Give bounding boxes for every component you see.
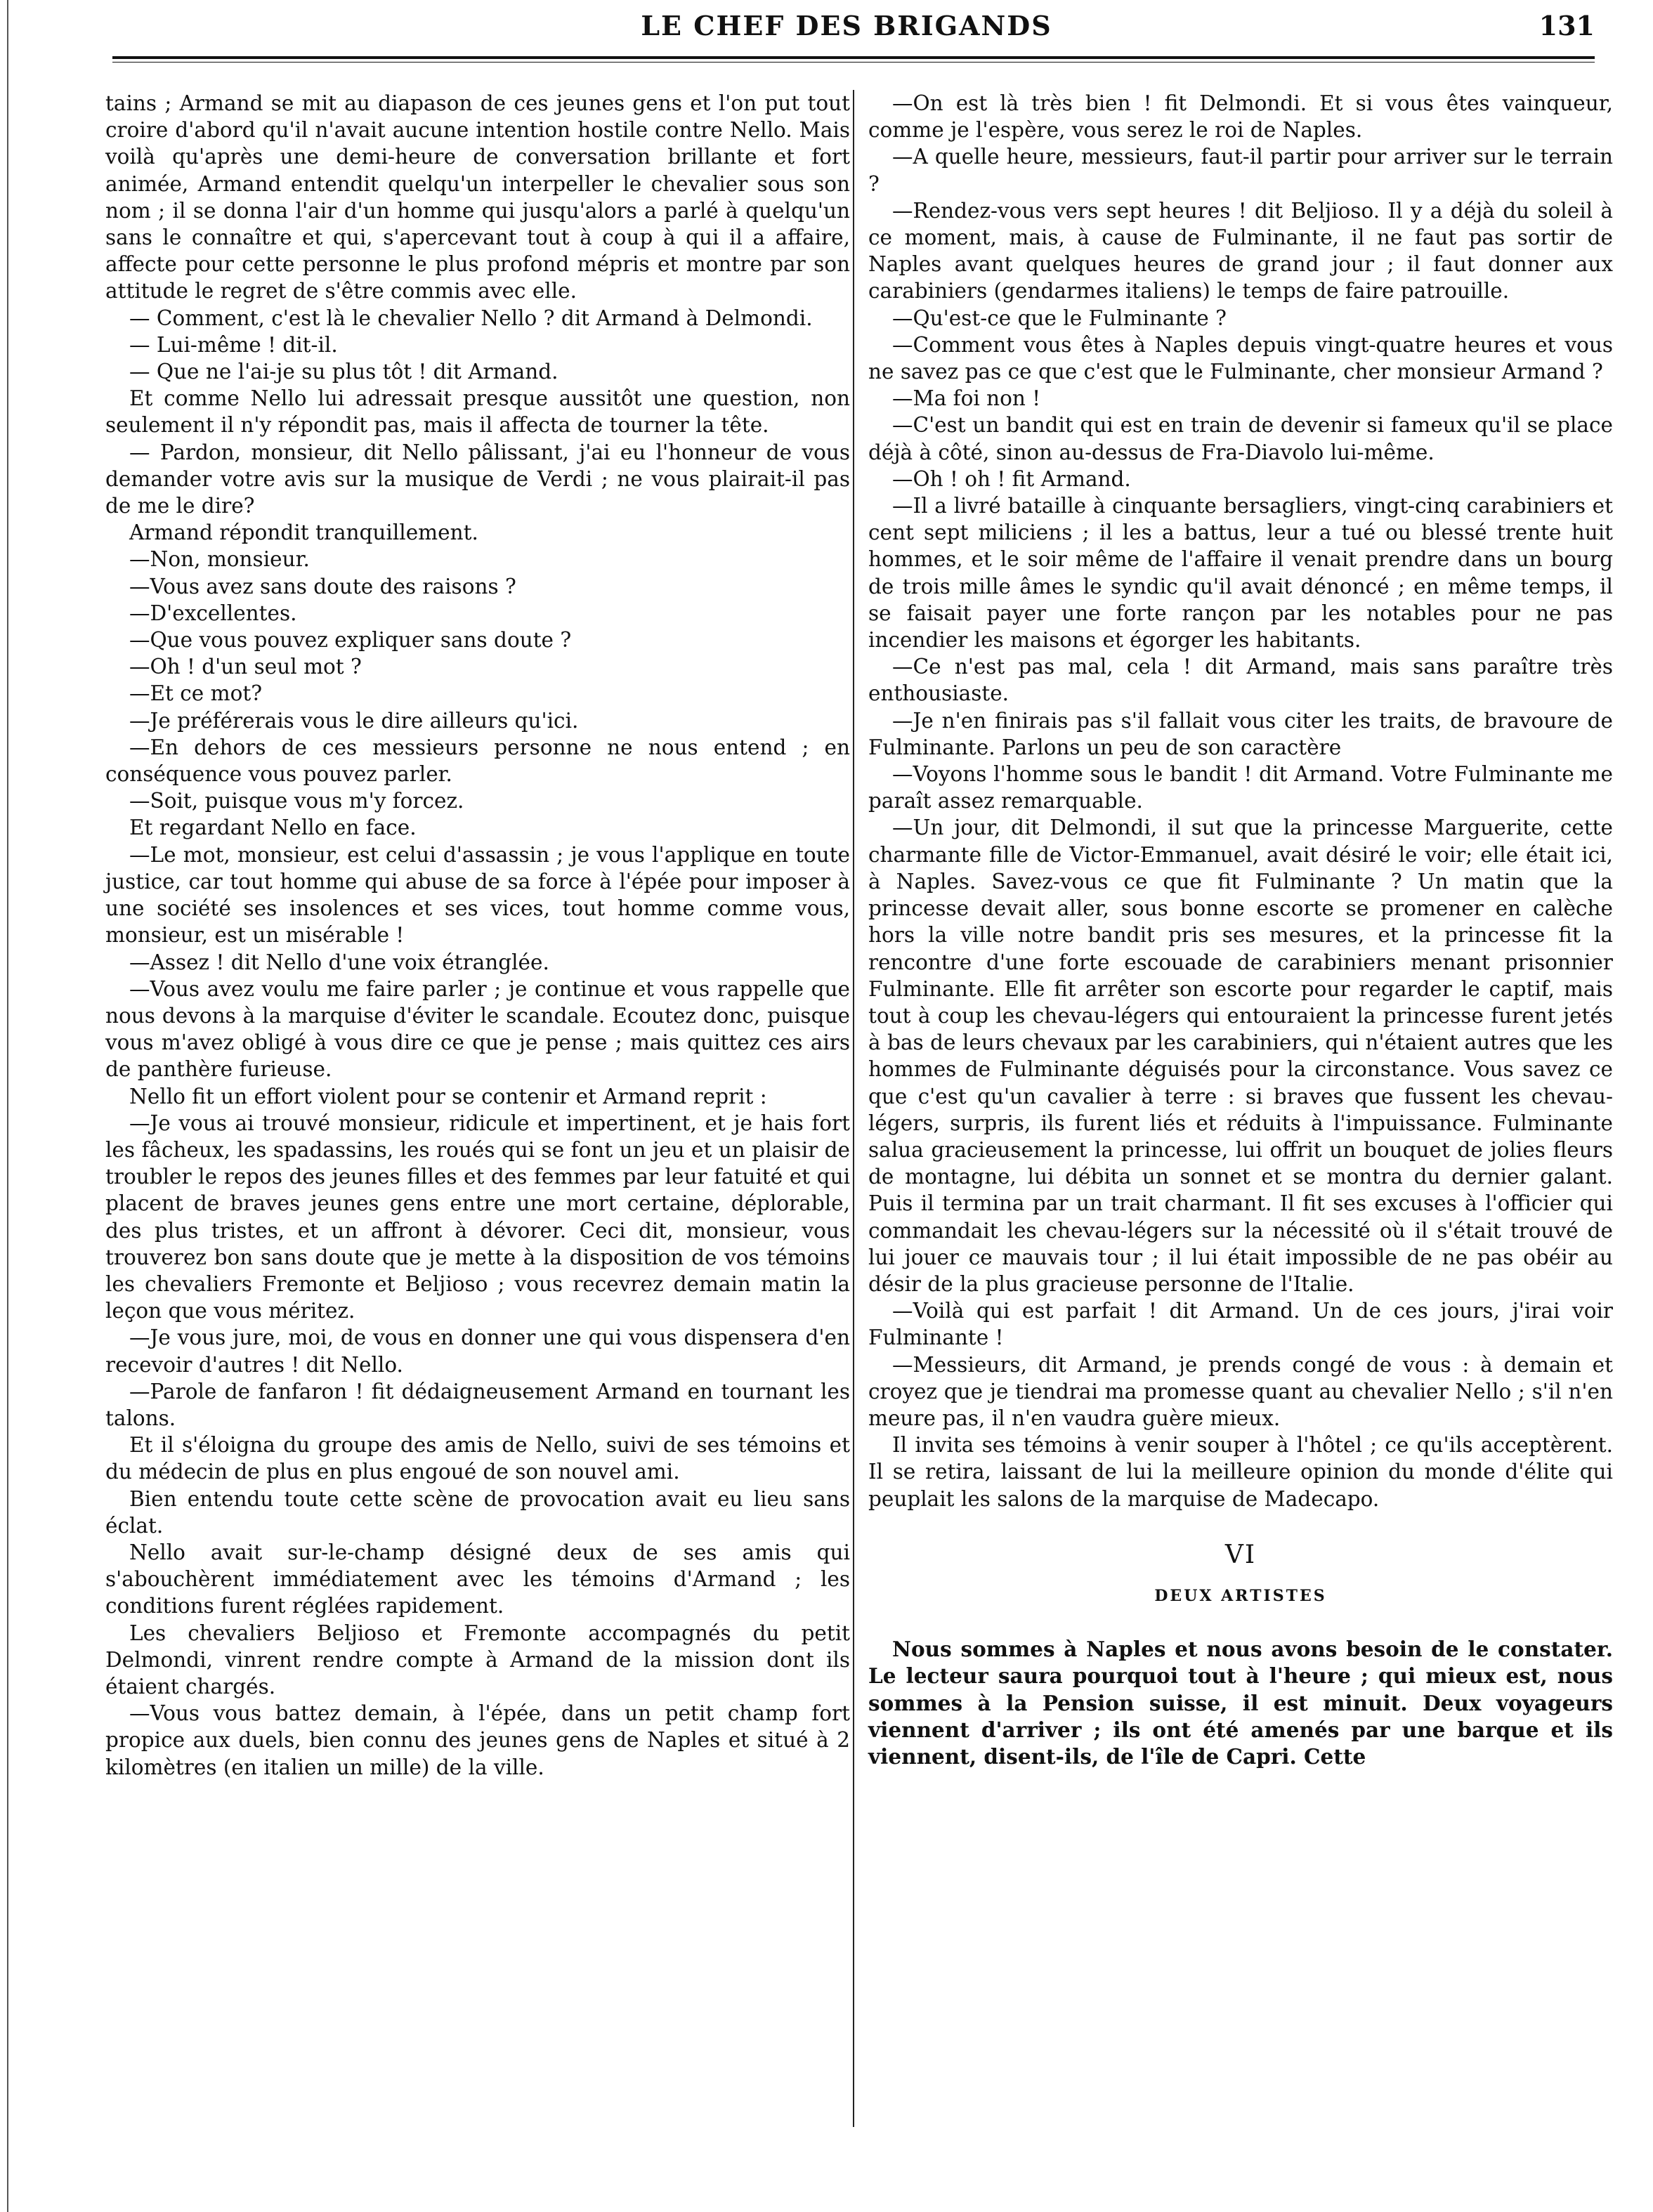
- paragraph: —Rendez-vous vers sept heures ! dit Beljioso. Il y a déjà du soleil à ce moment, mais, à cause de Fulminante, il ne faut pas sortir de Naples avant quelques heures de grand jour ; il faut donner aux carabiniers (gendarmes italiens) le temps de faire patrouille.: [868, 198, 1613, 303]
- paragraph: —Messieurs, dit Armand, je prends congé de vous : à demain et croyez que je tiendrai ma promesse quant au chevalier Nello ; s'il n'en meure pas, il n'en vaudra guère mieux.: [868, 1352, 1613, 1430]
- paragraph: —Comment vous êtes à Naples depuis vingt-quatre heures et vous ne savez pas ce que c'est que le Fulminante, cher monsieur Armand ?: [868, 332, 1613, 384]
- paragraph: — Comment, c'est là le chevalier Nello ? dit Armand à Delmondi.: [129, 306, 813, 330]
- paragraph: —Je préférerais vous le dire ailleurs qu'ici.: [129, 708, 579, 733]
- paragraph: —Le mot, monsieur, est celui d'assassin ; je vous l'applique en toute justice, car tout homme qui abuse de sa force à l'épée pour imposer à une société ses insolences et ses vices, tout homme comme vous, monsieur, est un misérable !: [105, 842, 850, 948]
- paragraph: —Qu'est-ce que le Fulminante ?: [892, 306, 1227, 330]
- paragraph: —Ce n'est pas mal, cela ! dit Armand, mais sans paraître très enthousiaste.: [868, 655, 1613, 706]
- paragraph: —Voyons l'homme sous le bandit ! dit Armand. Votre Fulminante me paraît assez remarquable.: [868, 762, 1613, 813]
- paragraph: —Vous avez sans doute des raisons ?: [129, 574, 516, 598]
- paragraph: —Je vous ai trouvé monsieur, ridicule et impertinent, et je hais fort les fâcheux, les spadassins, les roués qui se font un jeu et un plaisir de troubler le repos des jeunes filles et des femmes par leur fatuité et qui placent de braves jeunes gens entre une mort certaine, déplorable, des plus tristes, et un affront à dévorer. Ceci dit, monsieur, vous trouverez bon sans doute que je mette à la disposition de vos témoins les chevaliers Fremonte et Beljioso ; vous recevrez demain matin la leçon que vous méritez.: [105, 1111, 850, 1323]
- paragraph: — Que ne l'ai-je su plus tôt ! dit Armand.: [129, 360, 558, 384]
- paragraph: Bien entendu toute cette scène de provocation avait eu lieu sans éclat.: [105, 1486, 850, 1538]
- column-divider: [853, 90, 854, 2127]
- paragraph: —Oh ! d'un seul mot ?: [129, 655, 362, 679]
- paragraph: —Que vous pouvez expliquer sans doute ?: [129, 628, 572, 653]
- page-edge-rule: [7, 0, 8, 2212]
- paragraph: —Parole de fanfaron ! fit dédaigneusement Armand en tournant les talons.: [105, 1379, 850, 1430]
- paragraph: —Voilà qui est parfait ! dit Armand. Un de ces jours, j'irai voir Fulminante !: [868, 1299, 1613, 1350]
- page-number: 131: [1538, 10, 1595, 41]
- paragraph: —Je vous jure, moi, de vous en donner une qui vous dispensera d'en recevoir d'autres ! dit Nello.: [105, 1326, 850, 1377]
- paragraph: —Vous avez voulu me faire parler ; je continue et vous rappelle que nous devons à la marquise d'éviter le scandale. Ecoutez donc, puisque vous m'avez obligé à vous dire ce que je pense ; mais quittez ces airs de panthère furieuse.: [105, 976, 850, 1082]
- chapter-opening-paragraph: Nous sommes à Naples et nous avons besoin de le constater. Le lecteur saura pourquoi tout à l'heure ; qui mieux est, nous sommes à la Pension suisse, il est minuit. Deux voyageurs viennent d'arriver ; ils ont été amenés par une barque et ils viennent, disent-ils, de l'île de Capri. Cette: [868, 1637, 1613, 1769]
- paragraph: Nello avait sur-le-champ désigné deux de ses amis qui s'abouchèrent immédiatement avec les témoins d'Armand ; les conditions furent réglées rapidement.: [105, 1540, 850, 1618]
- paragraph: —Soit, puisque vous m'y forcez.: [129, 789, 464, 813]
- paragraph: —En dehors de ces messieurs personne ne nous entend ; en conséquence vous pouvez parler.: [105, 735, 850, 787]
- paragraph: Et il s'éloigna du groupe des amis de Nello, suivi de ses témoins et du médecin de plus en plus engoué de son nouvel ami.: [105, 1433, 850, 1484]
- paragraph: —Je n'en finirais pas s'il fallait vous citer les traits, de bravoure de Fulminante. Parlons un peu de son caractère: [868, 708, 1613, 759]
- right-column: [868, 90, 1613, 1770]
- left-column: [105, 90, 850, 1781]
- paragraph: —Oh ! oh ! fit Armand.: [892, 466, 1131, 491]
- paragraph: Et regardant Nello en face.: [129, 816, 417, 840]
- running-title: LE CHEF DES BRIGANDS: [641, 10, 1052, 41]
- paragraph: —A quelle heure, messieurs, faut-il partir pour arriver sur le terrain ?: [868, 145, 1613, 196]
- paragraph: —C'est un bandit qui est en train de devenir si fameux qu'il se place déjà à côté, sinon au-dessus de Fra-Diavolo lui-même.: [868, 413, 1613, 464]
- paragraph: — Pardon, monsieur, dit Nello pâlissant, j'ai eu l'honneur de vous demander votre avis sur la musique de Verdi ; ne vous plairait-il pas de me le dire?: [105, 440, 850, 518]
- page-header: [98, 10, 1595, 52]
- paragraph: —Un jour, dit Delmondi, il sut que la princesse Marguerite, cette charmante fille de Victor-Emmanuel, avait désiré le voir; elle était ici, à Naples. Savez-vous ce que fit Fulminante ? Un matin que la princesse devait aller, sous bonne escorte se promener en calèche hors la ville notre bandit pris ses mesures, et la princesse fit la rencontre d'une forte escouade de carabiniers menant prisonnier Fulminante. Elle fit arrêter son escorte pour regarder le captif, mais tout à coup les chevau-légers qui entouraient la princesse furent jetés à bas de leurs chevaux par les carabiniers, qui n'étaient autres que les hommes de Fulminante déguisés pour la circonstance. Vous savez ce que c'est qu'un cavalier à terre : si braves que fussent les chevau-légers, surpris, ils furent liés et réduits à l'impuissance. Fulminante salua gracieusement la princesse, lui offrit un bouquet de jolies fleurs de montagne, lui débita un sonnet et se montra du dernier galant. Puis il termina par un trait charmant. Il fit ses excuses à l'officier qui commandait les chevau-légers sur la nécessité où il s'était trouvé de lui jouer ce mauvais tour ; il lui était impossible de ne pas obéir au désir de la plus gracieuse personne de l'Italie.: [868, 816, 1613, 1296]
- paragraph: —On est là très bien ! fit Delmondi. Et si vous êtes vainqueur, comme je l'espère, vous serez le roi de Naples.: [868, 91, 1613, 143]
- paragraph: tains ; Armand se mit au diapason de ces jeunes gens et l'on put tout croire d'abord qu'il n'avait aucune intention hostile contre Nello. Mais voilà qu'après une demi-heure de conversation brillante et fort animée, Armand entendit quelqu'un interpeller le chevalier sous son nom ; il se donna l'air d'un homme qui jusqu'alors a parlé à quelqu'un sans le connaître et qui, s'apercevant tout à coup à qui il a affaire, affecte pour cette personne le plus profond mépris et montre par son attitude le regret de s'être commis avec elle.: [105, 91, 850, 303]
- chapter-number: VI: [1224, 1540, 1257, 1569]
- chapter-title: DEUX ARTISTES: [1154, 1586, 1327, 1605]
- paragraph: —Il a livré bataille à cinquante bersagliers, vingt-cinq carabiniers et cent sept miliciens ; il les a battus, leur a tué ou blessé trente huit hommes, et le soir même de l'affaire il venait prendre dans un bourg de trois mille âmes le syndic qu'il avait dénoncé ; en même temps, il se faisait payer une forte rançon par les notables pour ne pas incendier les maisons et égorger les habitants.: [868, 494, 1613, 653]
- paragraph: Nello fit un effort violent pour se contenir et Armand reprit :: [129, 1084, 767, 1108]
- paragraph: Et comme Nello lui adressait presque aussitôt une question, non seulement il n'y répondit pas, mais il affecta de tourner la tête.: [105, 386, 850, 438]
- paragraph: —Ma foi non !: [892, 386, 1041, 411]
- paragraph: Armand répondit tranquillement.: [129, 521, 478, 545]
- paragraph: —Et ce mot?: [129, 681, 263, 706]
- paragraph: Les chevaliers Beljioso et Fremonte accompagnés du petit Delmondi, vinrent rendre compte à Armand de la mission dont ils étaient chargés.: [105, 1621, 850, 1699]
- paragraph: —Non, monsieur.: [129, 547, 310, 572]
- paragraph: Il invita ses témoins à venir souper à l'hôtel ; ce qu'ils acceptèrent. Il se retira, laissant de lui la meilleure opinion du monde d'élite qui peuplait les salons de la marquise de Madecapo.: [868, 1433, 1613, 1511]
- paragraph: — Lui-même ! dit-il.: [129, 332, 338, 357]
- paragraph: —Assez ! dit Nello d'une voix étranglée.: [129, 950, 549, 974]
- paragraph: —D'excellentes.: [129, 601, 297, 625]
- paragraph: —Vous vous battez demain, à l'épée, dans un petit champ fort propice aux duels, bien connu des jeunes gens de Naples et situé à 2 kilomètres (en italien un mille) de la ville.: [105, 1701, 850, 1779]
- header-double-rule: [112, 56, 1595, 63]
